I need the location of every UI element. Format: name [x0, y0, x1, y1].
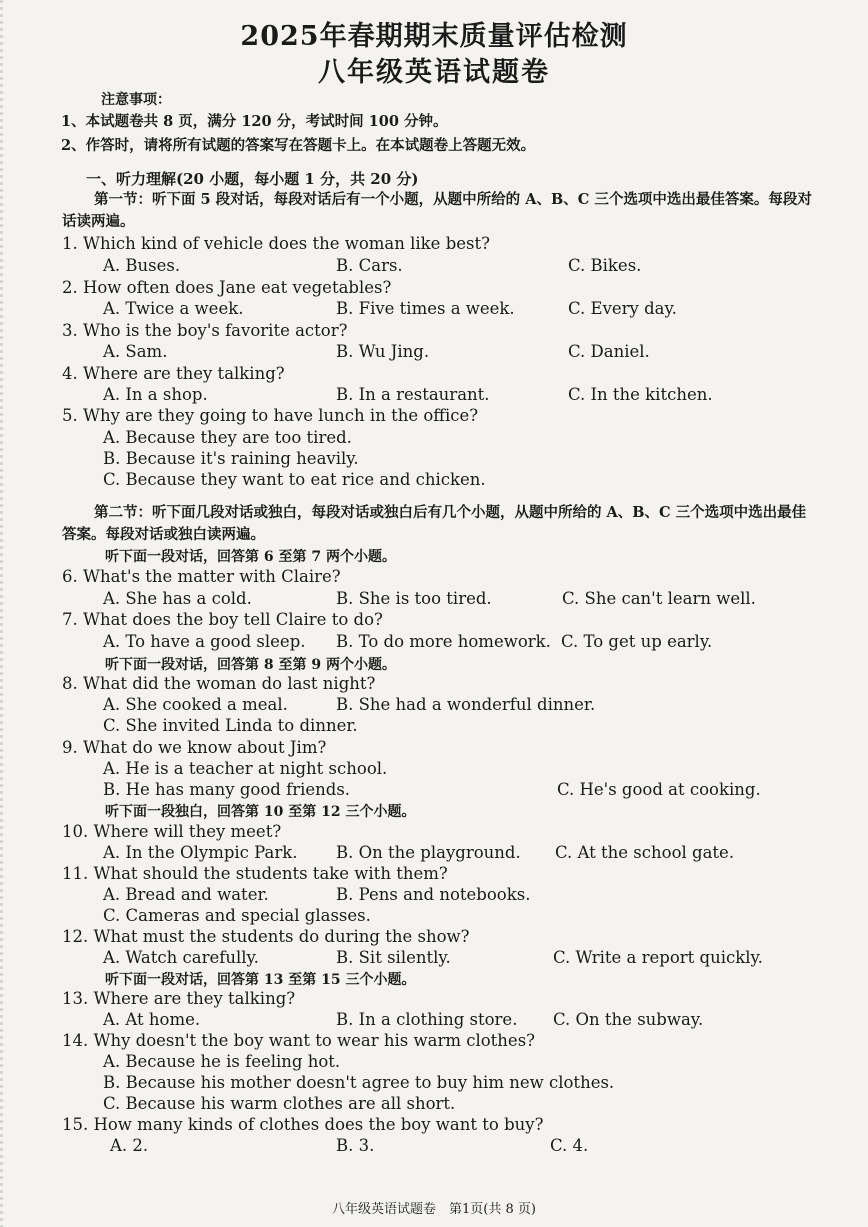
question-8: 8. What did the woman do last night?	[62, 674, 376, 693]
q5-option-b: B. Because it's raining heavily.	[103, 449, 359, 468]
q3-option-b: B. Wu Jing.	[336, 342, 430, 361]
section-heading: 一、听力理解(20 小题，每小题 1 分，共 20 分)	[86, 170, 419, 188]
part2-instructions: 第二节：听下面几段对话或独白，每段对话或独白后有几个小题，从题中所给的 A、B、C 三个选项中选出最佳答案。每段对话或独白读两遍。	[62, 504, 807, 543]
q6-option-c: C. She can't learn well.	[562, 589, 756, 608]
q14-option-a: A. Because he is feeling hot.	[103, 1052, 341, 1071]
q7-option-a: A. To have a good sleep.	[103, 632, 306, 651]
q15-option-a: A. 2.	[110, 1136, 149, 1155]
q14-option-b: B. Because his mother doesn't agree to buy him new clothes.	[103, 1073, 615, 1092]
exam-subtitle: 八年级英语试题卷	[318, 57, 550, 88]
exam-title: 2025年春期期末质量评估检测	[240, 21, 628, 52]
question-11: 11. What should the students take with them?	[62, 864, 448, 883]
q15-option-c: C. 4.	[550, 1136, 589, 1155]
q12-option-c: C. Write a report quickly.	[553, 948, 763, 967]
question-6: 6. What's the matter with Claire?	[62, 567, 341, 586]
listening-hint-8-9: 听下面一段对话，回答第 8 至第 9 两个小题。	[105, 657, 396, 673]
question-7: 7. What does the boy tell Claire to do?	[62, 610, 383, 629]
question-15: 15. How many kinds of clothes does the boy want to buy?	[62, 1115, 544, 1134]
listening-hint-10-12: 听下面一段独白，回答第 10 至第 12 三个小题。	[105, 804, 416, 820]
q11-option-b: B. Pens and notebooks.	[336, 885, 531, 904]
question-10: 10. Where will they meet?	[62, 822, 282, 841]
q12-option-b: B. Sit silently.	[336, 948, 451, 967]
question-14: 14. Why doesn't the boy want to wear his warm clothes?	[62, 1031, 536, 1050]
q13-option-a: A. At home.	[103, 1010, 201, 1029]
listening-hint-6-7: 听下面一段对话，回答第 6 至第 7 两个小题。	[105, 549, 396, 565]
q11-option-c: C. Cameras and special glasses.	[103, 906, 371, 925]
q8-option-a: A. She cooked a meal.	[103, 695, 288, 714]
q10-option-b: B. On the playground.	[336, 843, 521, 862]
q8-option-c: C. She invited Linda to dinner.	[103, 716, 358, 735]
q1-option-b: B. Cars.	[336, 256, 403, 275]
q12-option-a: A. Watch carefully.	[103, 948, 259, 967]
question-1: 1. Which kind of vehicle does the woman like best?	[62, 234, 490, 253]
q13-option-c: C. On the subway.	[553, 1010, 704, 1029]
question-4: 4. Where are they talking?	[62, 364, 285, 383]
page-footer: 八年级英语试题卷 第1页(共 8 页)	[332, 1202, 536, 1217]
q13-option-b: B. In a clothing store.	[336, 1010, 518, 1029]
binding-edge	[0, 0, 3, 1227]
q14-option-c: C. Because his warm clothes are all short.	[103, 1094, 456, 1113]
q2-option-b: B. Five times a week.	[336, 299, 515, 318]
q8-option-b: B. She had a wonderful dinner.	[336, 695, 596, 714]
q2-option-c: C. Every day.	[568, 299, 677, 318]
notice-item-2: 2、作答时，请将所有试题的答案写在答题卡上。在本试题卷上答题无效。	[61, 137, 536, 154]
q6-option-b: B. She is too tired.	[336, 589, 492, 608]
q7-option-c: C. To get up early.	[561, 632, 713, 651]
q9-option-a: A. He is a teacher at night school.	[103, 759, 388, 778]
q3-option-a: A. Sam.	[103, 342, 168, 361]
question-9: 9. What do we know about Jim?	[62, 738, 327, 757]
q15-option-b: B. 3.	[336, 1136, 375, 1155]
q6-option-a: A. She has a cold.	[103, 589, 252, 608]
question-13: 13. Where are they talking?	[62, 989, 296, 1008]
part1-instructions: 第一节：听下面 5 段对话，每段对话后有一个小题，从题中所给的 A、B、C 三个选项中选出最佳答案。每段对话读两遍。	[62, 191, 812, 230]
q4-option-b: B. In a restaurant.	[336, 385, 490, 404]
question-2: 2. How often does Jane eat vegetables?	[62, 278, 392, 297]
q9-option-c: C. He's good at cooking.	[557, 780, 761, 799]
q5-option-c: C. Because they want to eat rice and chicken.	[103, 470, 486, 489]
q10-option-a: A. In the Olympic Park.	[103, 843, 298, 862]
q3-option-c: C. Daniel.	[568, 342, 650, 361]
q5-option-a: A. Because they are too tired.	[103, 428, 352, 447]
q9-option-b: B. He has many good friends.	[103, 780, 351, 799]
q10-option-c: C. At the school gate.	[555, 843, 735, 862]
question-12: 12. What must the students do during the show?	[62, 927, 470, 946]
notice-item-1: 1、本试题卷共 8 页，满分 120 分，考试时间 100 分钟。	[61, 113, 448, 130]
q1-option-c: C. Bikes.	[568, 256, 642, 275]
q11-option-a: A. Bread and water.	[103, 885, 269, 904]
q1-option-a: A. Buses.	[103, 256, 181, 275]
q4-option-c: C. In the kitchen.	[568, 385, 713, 404]
q7-option-b: B. To do more homework.	[336, 632, 551, 651]
question-5: 5. Why are they going to have lunch in the office?	[62, 406, 479, 425]
q4-option-a: A. In a shop.	[103, 385, 208, 404]
notice-heading: 注意事项：	[101, 92, 171, 108]
q2-option-a: A. Twice a week.	[103, 299, 244, 318]
listening-hint-13-15: 听下面一段对话，回答第 13 至第 15 三个小题。	[105, 972, 416, 988]
question-3: 3. Who is the boy's favorite actor?	[62, 321, 348, 340]
